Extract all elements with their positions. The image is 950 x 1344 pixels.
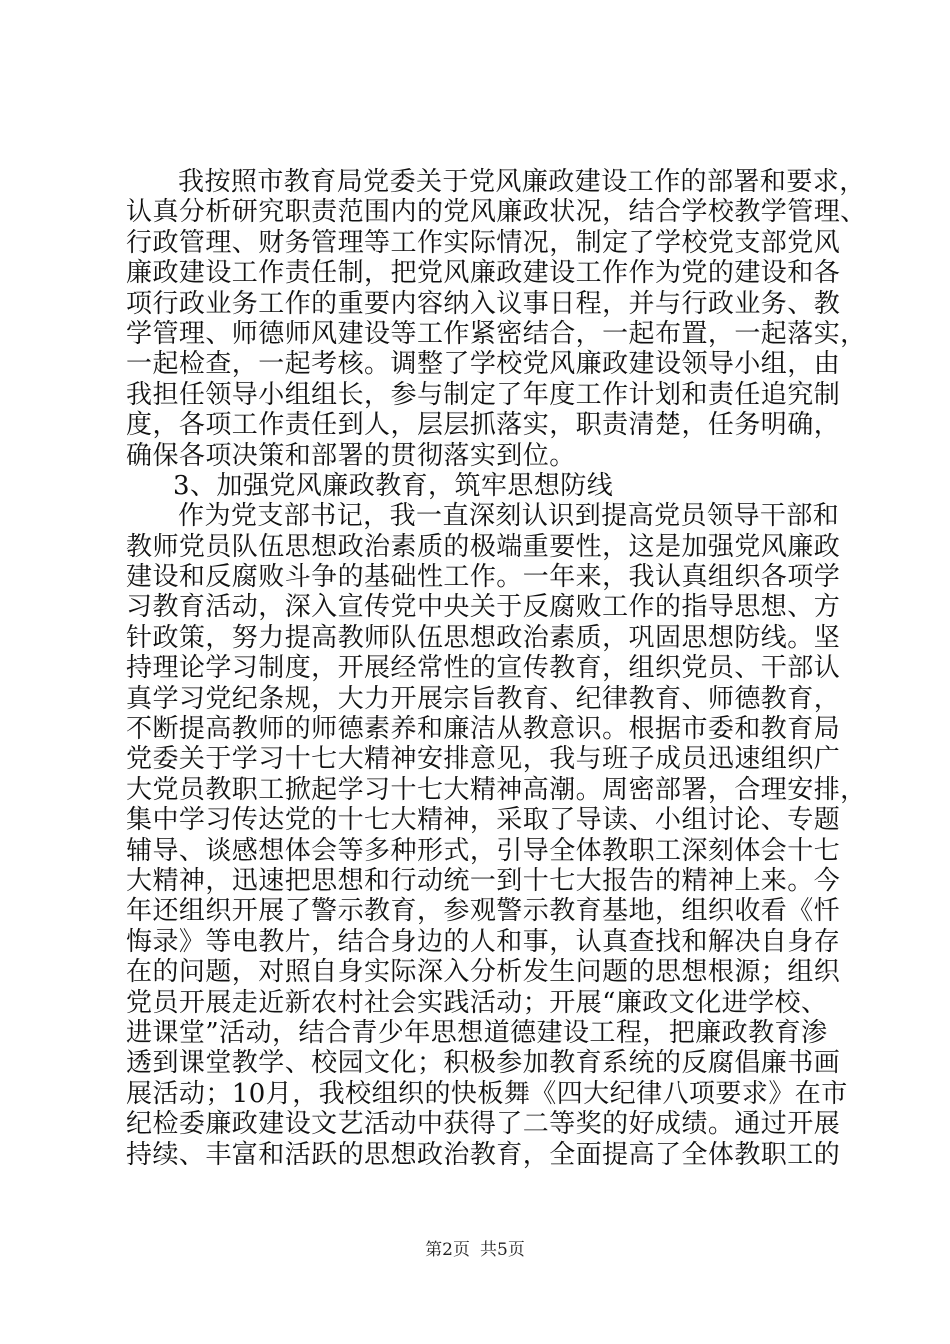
- paragraph-line: 习教育活动，深入宣传党中央关于反腐败工作的指导思想、方: [126, 592, 841, 623]
- paragraph-line: 大精神，迅速把思想和行动统一到十七大报告的精神上来。今: [126, 865, 841, 896]
- paragraph-line: 辅导、谈感想体会等多种形式，引导全体教职工深刻体会十七: [126, 835, 841, 866]
- paragraph-line: 纪检委廉政建设文艺活动中获得了二等奖的好成绩。通过开展: [126, 1109, 841, 1140]
- paragraph-line: 展活动；10月，我校组织的快板舞《四大纪律八项要求》在市: [126, 1078, 848, 1109]
- paragraph-line: 学管理、师德师风建设等工作紧密结合，一起布置，一起落实，: [126, 318, 867, 349]
- paragraph-line: 教师党员队伍思想政治素质的极端重要性，这是加强党风廉政: [126, 531, 841, 562]
- page-footer: [0, 1240, 950, 1260]
- paragraph-line: 我按照市教育局党委关于党风廉政建设工作的部署和要求，: [178, 167, 866, 197]
- paragraph-line: 确保各项决策和部署的贯彻落实到位。: [126, 440, 576, 471]
- paragraph-line: 悔录》等电教片，结合身边的人和事，认真查找和解决自身存: [126, 926, 841, 957]
- paragraph-line: 建设和反腐败斗争的基础性工作。一年来，我认真组织各项学: [126, 562, 841, 593]
- paragraph-line: 一起检查，一起考核。调整了学校党风廉政建设领导小组，由: [126, 349, 841, 380]
- paragraph-line: 真学习党纪条规，大力开展宗旨教育、纪律教育、师德教育，: [126, 683, 841, 714]
- paragraph-line: 我担任领导小组组长，参与制定了年度工作计划和责任追究制: [126, 379, 841, 410]
- section-heading: 3、加强党风廉政教育，筑牢思想防线: [173, 470, 614, 501]
- document-body: [126, 167, 867, 1170]
- paragraph-line: 作为党支部书记，我一直深刻认识到提高党员领导干部和: [178, 501, 840, 532]
- paragraph-line: 透到课堂教学、校园文化；积极参加教育系统的反腐倡廉书画: [126, 1048, 841, 1079]
- paragraph-line: 党员开展走近新农村社会实践活动；开展“廉政文化进学校、: [126, 987, 828, 1018]
- paragraph-line: 党委关于学习十七大精神安排意见，我与班子成员迅速组织广: [126, 744, 841, 775]
- paragraph-line: 大党员教职工掀起学习十七大精神高潮。周密部署，合理安排，: [126, 774, 867, 805]
- paragraph-line: 不断提高教师的师德素养和廉洁从教意识。根据市委和教育局: [126, 714, 841, 745]
- paragraph-line: 项行政业务工作的重要内容纳入议事日程，并与行政业务、教: [126, 288, 841, 319]
- paragraph-line: 针政策，努力提高教师队伍思想政治素质，巩固思想防线。坚: [126, 622, 841, 653]
- page-number: 第2页: [425, 1240, 470, 1260]
- page-total: 共5页: [480, 1240, 525, 1260]
- paragraph-line: 认真分析研究职责范围内的党风廉政状况，结合学校教学管理、: [126, 197, 867, 228]
- paragraph-line: 廉政建设工作责任制，把党风廉政建设工作作为党的建设和各: [126, 258, 841, 289]
- paragraph-line: 持续、丰富和活跃的思想政治教育，全面提高了全体教职工的: [126, 1139, 841, 1170]
- paragraph-line: 行政管理、财务管理等工作实际情况，制定了学校党支部党风: [126, 227, 841, 258]
- paragraph-line: 在的问题，对照自身实际深入分析发生问题的思想根源；组织: [126, 957, 841, 988]
- paragraph-line: 年还组织开展了警示教育，参观警示教育基地，组织收看《忏: [126, 896, 841, 927]
- paragraph-line: 进课堂”活动，结合青少年思想道德建设工程，把廉政教育渗: [126, 1017, 828, 1048]
- paragraph-line: 度，各项工作责任到人，层层抓落实，职责清楚，任务明确，: [126, 410, 841, 441]
- paragraph-line: 持理论学习制度，开展经常性的宣传教育，组织党员、干部认: [126, 653, 841, 684]
- paragraph-line: 集中学习传达党的十七大精神，采取了导读、小组讨论、专题: [126, 805, 841, 836]
